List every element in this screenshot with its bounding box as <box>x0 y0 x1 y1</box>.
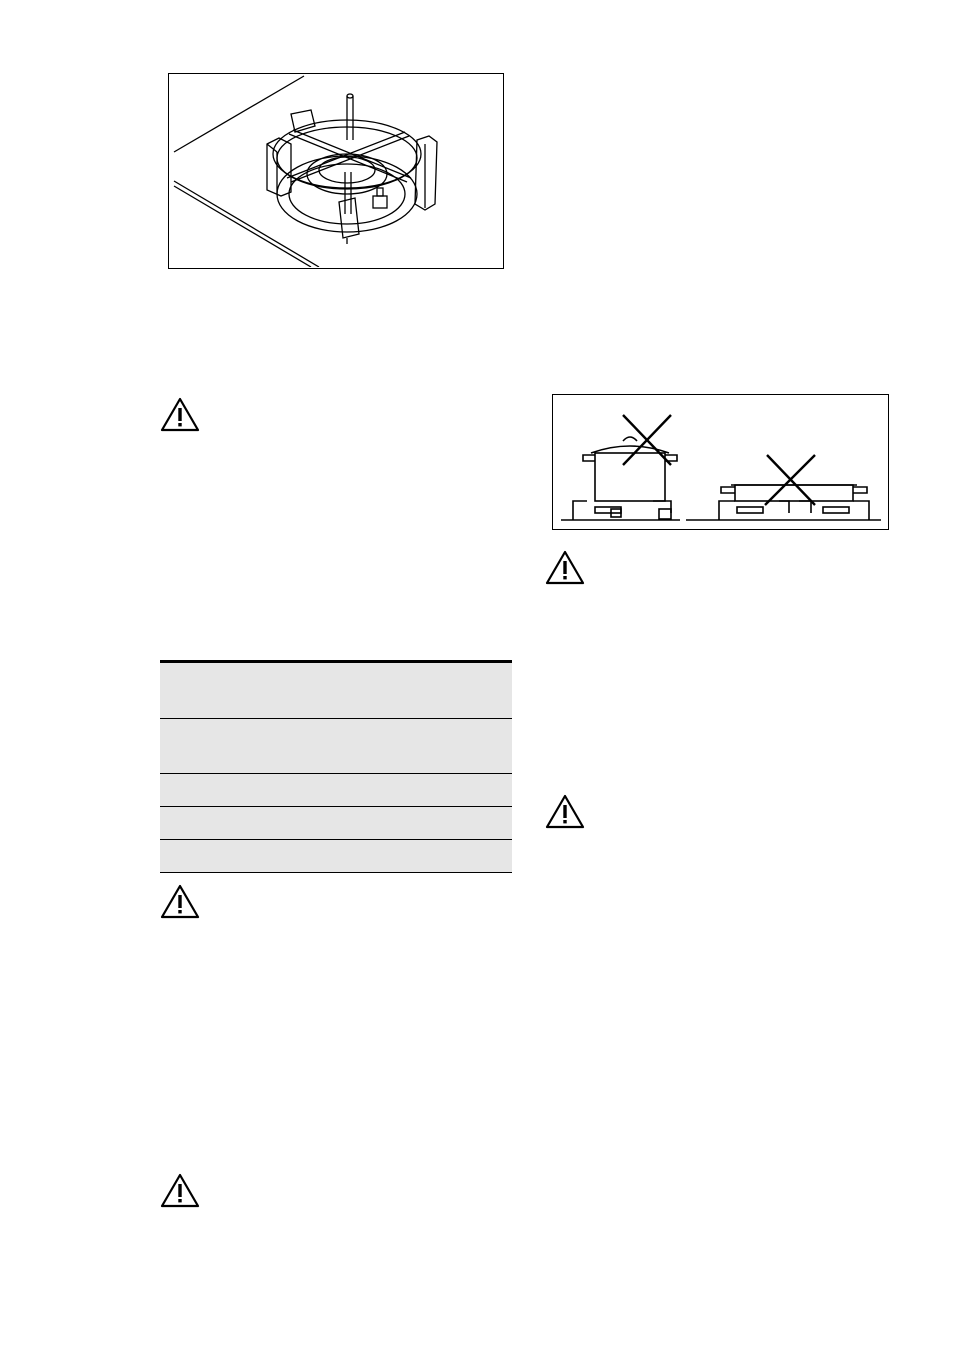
table-row <box>160 719 512 774</box>
table-row <box>160 807 512 840</box>
warning-triangle-icon <box>160 884 200 920</box>
table-cell <box>160 719 512 774</box>
table-cell <box>160 807 512 840</box>
table-row <box>160 840 512 873</box>
table-cell <box>160 662 512 719</box>
burner-table <box>160 660 512 873</box>
wrong-pan-placement-illustration <box>553 395 887 528</box>
table-cell <box>160 840 512 873</box>
table-row <box>160 774 512 807</box>
table-cell <box>160 774 512 807</box>
warning-triangle-icon <box>160 1173 200 1209</box>
warning-triangle-icon <box>545 794 585 830</box>
pan-support-figure <box>168 73 504 269</box>
pan-support-illustration <box>169 74 502 267</box>
warning-triangle-icon <box>160 397 200 433</box>
wrong-pan-placement-figure <box>552 394 889 530</box>
table-header-row <box>160 662 512 719</box>
warning-triangle-icon <box>545 550 585 586</box>
